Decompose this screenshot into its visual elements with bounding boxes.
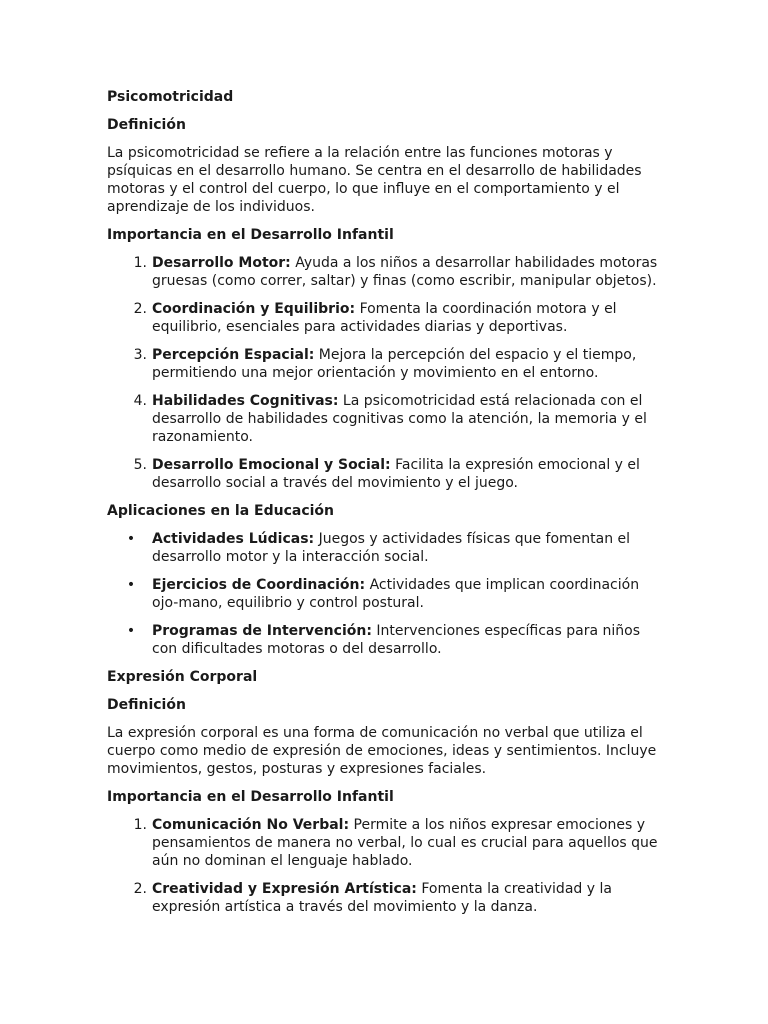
list-item-term: Actividades Lúdicas: xyxy=(152,531,315,547)
list-item xyxy=(107,346,663,382)
definition-paragraph: La expresión corporal es una forma de comunicación no verbal que utiliza el cuerpo como medio de expresión de emociones, ideas y sentimientos. Incluye movimientos, gestos, posturas y expresiones faciales. xyxy=(107,725,657,777)
list-item-term: Programas de Intervención: xyxy=(152,623,372,639)
document-page xyxy=(107,88,663,926)
definition-heading: Definición xyxy=(107,117,186,133)
list-item-text: Intervenciones específicas para niños con dificultades motoras o del desarrollo. xyxy=(152,623,640,657)
definition-paragraph: La psicomotricidad se refiere a la relación entre las funciones motoras y psíquicas en el desarrollo humano. Se centra en el desarrollo de habilidades motoras y el control del cuerpo, lo que influye en el comportamiento y el aprendizaje de los individuos. xyxy=(107,145,642,215)
importance-heading: Importancia en el Desarrollo Infantil xyxy=(107,227,394,243)
list-item xyxy=(107,880,663,916)
document-title: Psicomotricidad xyxy=(107,89,234,105)
list-number: 3. xyxy=(133,347,147,363)
list-item-term: Ejercicios de Coordinación: xyxy=(152,577,366,593)
list-item-text: Juegos y actividades físicas que fomentan el desarrollo motor y la interacción social. xyxy=(152,531,631,565)
list-item-term: Desarrollo Motor: xyxy=(152,255,291,271)
list-item-text: Facilita la expresión emocional y el desarrollo social a través del movimiento y el juego. xyxy=(152,457,640,491)
section-title: Expresión Corporal xyxy=(107,669,258,685)
list-item xyxy=(107,530,663,566)
importance-heading: Importancia en el Desarrollo Infantil xyxy=(107,789,394,805)
list-number: 4. xyxy=(133,393,147,409)
list-item-text: Fomenta la creatividad y la expresión artística a través del movimiento y la danza. xyxy=(152,881,612,915)
list-item-text: Ayuda a los niños a desarrollar habilidades motoras gruesas (como correr, saltar) y finas (como escribir, manipular objetos). xyxy=(152,255,658,289)
list-item-text: Mejora la percepción del espacio y el tiempo, permitiendo una mejor orientación y movimiento en el entorno. xyxy=(152,347,637,381)
list-item xyxy=(107,254,663,290)
list-number: 1. xyxy=(133,255,147,271)
definition-heading: Definición xyxy=(107,697,186,713)
list-item-term: Desarrollo Emocional y Social: xyxy=(152,457,391,473)
list-number: 5. xyxy=(133,457,147,473)
importance-list xyxy=(107,816,663,916)
list-item-text: Permite a los niños expresar emociones y pensamientos de manera no verbal, lo cual es crucial para aquellos que aún no dominan el lenguaje hablado. xyxy=(152,817,658,869)
importance-list xyxy=(107,254,663,492)
bullet-icon: • xyxy=(126,623,136,639)
list-item-term: Comunicación No Verbal: xyxy=(152,817,350,833)
list-item-text: Fomenta la coordinación motora y el equilibrio, esenciales para actividades diarias y deportivas. xyxy=(152,301,617,335)
list-item-term: Coordinación y Equilibrio: xyxy=(152,301,356,317)
list-item-text: La psicomotricidad está relacionada con el desarrollo de habilidades cognitivas como la atención, la memoria y el razonamiento. xyxy=(152,393,647,445)
list-item xyxy=(107,300,663,336)
list-item xyxy=(107,392,663,446)
list-item-term: Percepción Espacial: xyxy=(152,347,315,363)
bullet-icon: • xyxy=(126,531,136,547)
list-number: 2. xyxy=(133,301,147,317)
list-number: 2. xyxy=(133,881,147,897)
applications-list xyxy=(107,530,663,658)
list-item xyxy=(107,576,663,612)
list-item xyxy=(107,622,663,658)
list-item xyxy=(107,456,663,492)
list-item xyxy=(107,816,663,870)
list-item-term: Creatividad y Expresión Artística: xyxy=(152,881,417,897)
list-item-term: Habilidades Cognitivas: xyxy=(152,393,339,409)
list-item-text: Actividades que implican coordinación ojo-mano, equilibrio y control postural. xyxy=(152,577,640,611)
applications-heading: Aplicaciones en la Educación xyxy=(107,503,335,519)
list-number: 1. xyxy=(133,817,147,833)
bullet-icon: • xyxy=(126,577,136,593)
